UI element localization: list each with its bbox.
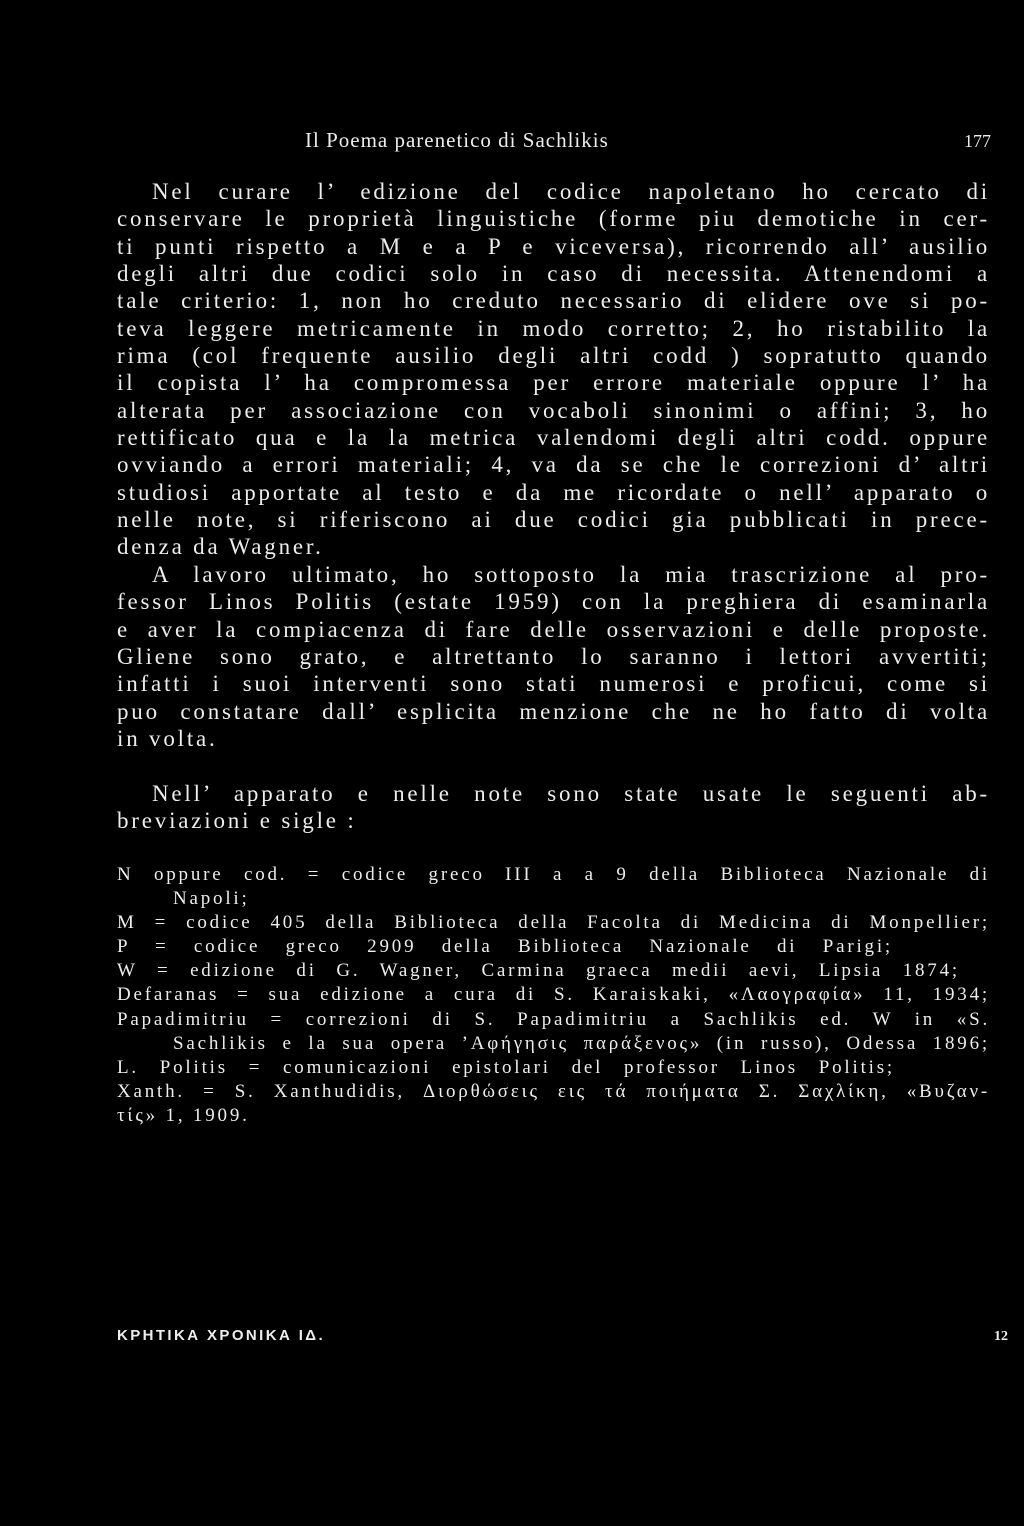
text-line: breviazioni e sigle : (117, 807, 357, 833)
text-line: infatti i suoi interventi sono stati numerosi e proficui, come si (117, 671, 990, 697)
text-line: tale criterio: 1, non ho creduto necessario di elidere ove si po- (117, 288, 990, 314)
page-number: 177 (964, 131, 991, 151)
paragraph (117, 780, 990, 835)
text-line: ti punti rispetto a M e a P e viceversa), ricorrendo all’ ausilio (117, 233, 990, 259)
text-line: rima (col frequente ausilio degli altri codd ) sopratutto quando (117, 343, 990, 369)
text-line: studiosi apportate al testo e da me ricordate o nell’ apparato o (117, 479, 990, 505)
text-line: degli altri due codici solo in caso di necessita. Attenendomi a (117, 261, 990, 287)
abbreviation-line: τίς» 1, 1909. (117, 1104, 250, 1126)
text-line: Nell’ apparato e nelle note sono state usate le seguenti ab- (152, 780, 990, 806)
abbreviation-line: Papadimitriu = correzioni di S. Papadimitriu a Sachlikis ed. W in «S. (117, 1008, 990, 1030)
body-text (117, 178, 990, 834)
text-line: il copista l’ ha compromessa per errore materiale oppure l’ ha (117, 370, 990, 396)
text-line: in volta. (117, 725, 218, 751)
abbreviation-line: W = edizione di G. Wagner, Carmina graeca medii aevi, Lipsia 1874; (117, 960, 960, 982)
abbreviation-line: Xanth. = S. Xanthudidis, Διορθώσεις εις τά ποιήματα Σ. Σαχλίκη, «Βυζαν- (117, 1080, 990, 1102)
abbreviation-line: M = codice 405 della Biblioteca della Facolta di Medicina di Monpellier; (117, 912, 990, 934)
abbreviation-list (117, 863, 990, 1128)
paragraph (117, 561, 990, 752)
abbreviation-line: Defaranas = sua edizione a cura di S. Karaiskaki, «Λαογραφία» 11, 1934; (117, 984, 990, 1006)
abbreviation-line: Sachlikis e la sua opera ’Αφήγησις παράξενος» (in russo), Odessa 1896; (173, 1032, 990, 1054)
paragraph (117, 178, 990, 561)
text-line: Nel curare l’ edizione del codice napoletano ho cercato di (152, 179, 990, 204)
abbreviation-line: L. Politis = comunicazioni epistolari del professor Linos Politis; (117, 1056, 895, 1078)
text-line: denza da Wagner. (117, 534, 324, 560)
text-line: nelle note, si riferiscono ai due codici gia pubblicati in prece- (117, 507, 990, 533)
text-line: e aver la compiacenza di fare delle osservazioni e delle proposte. (117, 616, 990, 642)
text-line: Gliene sono grato, e altrettanto lo saranno i lettori avvertiti; (117, 643, 990, 669)
text-line: rettificato qua e la la metrica valendomi degli altri codd. oppure (117, 425, 990, 451)
abbreviation-line: Napoli; (173, 888, 250, 910)
text-line: A lavoro ultimato, ho sottoposto la mia trascrizione al pro- (152, 561, 990, 587)
abbreviation-line: N oppure cod. = codice greco III a a 9 della Biblioteca Nazionale di (117, 864, 990, 885)
text-line: alterata per associazione con vocaboli sinonimi o affini; 3, ho (117, 397, 990, 423)
text-line: conservare le proprietà linguistiche (forme piu demotiche in cer- (117, 206, 990, 232)
text-line: ovviando a errori materiali; 4, va da se che le correzioni d’ altri (117, 452, 990, 478)
text-line: fessor Linos Politis (estate 1959) con la preghiera di esaminarla (117, 589, 990, 615)
text-line: teva leggere metricamente in modo corretto; 2, ho ristabilito la (117, 315, 990, 341)
journal-footer: ΚΡΗΤΙΚΑ ΧΡΟΝΙΚΑ ΙΔ. (117, 1327, 326, 1344)
signature-mark: 12 (994, 1329, 1008, 1344)
text-line: puo constatare dall’ esplicita menzione che ne ho fatto di volta (117, 698, 990, 724)
abbreviation-line: P = codice greco 2909 della Biblioteca Nazionale di Parigi; (117, 936, 893, 958)
running-title: Il Poema parenetico di Sachlikis (305, 128, 609, 152)
